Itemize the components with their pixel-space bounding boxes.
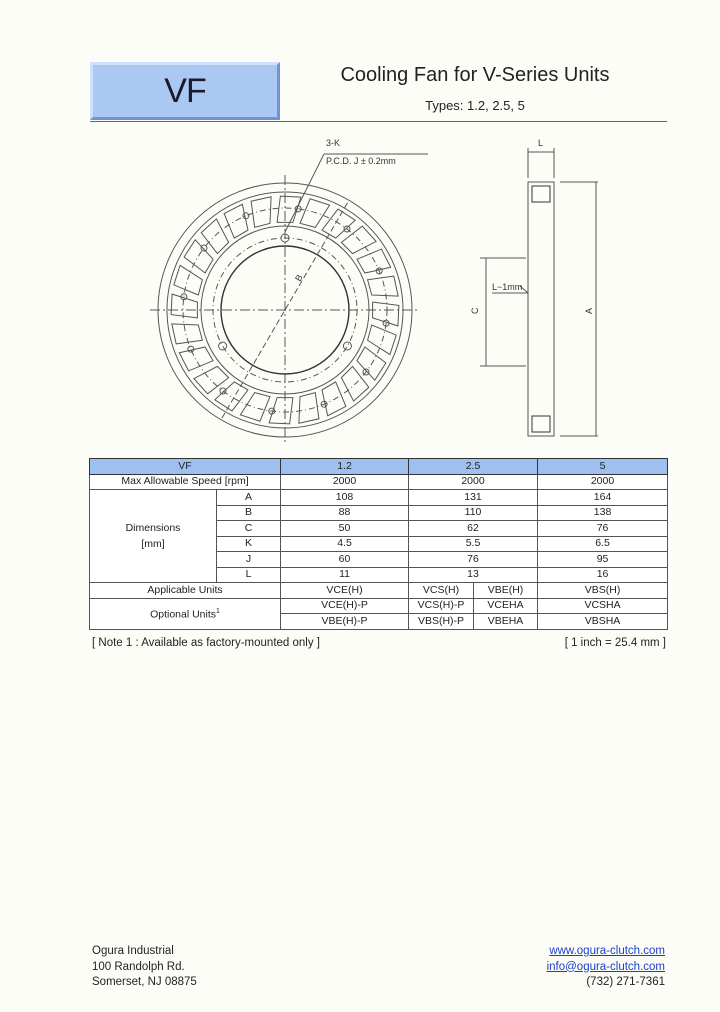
table-cell: 108 bbox=[281, 490, 409, 506]
table-row bbox=[90, 583, 668, 599]
page-title: Cooling Fan for V-Series Units bbox=[340, 64, 610, 86]
note-inch-conversion: [ 1 inch = 25.4 mm ] bbox=[564, 637, 666, 649]
fan-blade bbox=[194, 366, 229, 393]
notes-row bbox=[92, 637, 666, 653]
optional-label: Optional Units$^1$ bbox=[90, 598, 281, 629]
fan-blade bbox=[240, 393, 270, 422]
fan-blade bbox=[224, 204, 248, 238]
table-cell: 138 bbox=[538, 505, 668, 521]
dimension-key: B bbox=[217, 505, 281, 521]
dimension-key: L bbox=[217, 567, 281, 583]
fan-blade bbox=[179, 347, 213, 371]
table-cell: VCS(H) bbox=[409, 583, 474, 599]
table-cell: 62 bbox=[409, 521, 538, 537]
fan-blade bbox=[172, 324, 203, 344]
table-cell: 11 bbox=[281, 567, 409, 583]
table-cell: VCSHA bbox=[538, 598, 668, 614]
fan-blade bbox=[251, 197, 271, 228]
website-link[interactable]: www.ogura-clutch.com bbox=[549, 945, 665, 957]
fan-blade bbox=[215, 382, 248, 411]
table-row bbox=[90, 598, 668, 614]
mounting-hole bbox=[219, 342, 227, 350]
header-cell: 1.2 bbox=[281, 459, 409, 475]
table-cell: VBS(H) bbox=[538, 583, 668, 599]
callout-pcd: P.C.D. J ± 0.2mm bbox=[326, 156, 396, 166]
header-cell: 5 bbox=[538, 459, 668, 475]
table-cell: 110 bbox=[409, 505, 538, 521]
table-cell: 2000 bbox=[538, 474, 668, 490]
table-cell: 88 bbox=[281, 505, 409, 521]
table-cell: 4.5 bbox=[281, 536, 409, 552]
table-cell: 2000 bbox=[409, 474, 538, 490]
table-cell: VCEHA bbox=[474, 598, 538, 614]
label-l-offset: L−1mm bbox=[492, 282, 523, 292]
company-address bbox=[92, 944, 197, 991]
types-subtitle: Types: 1.2, 2.5, 5 bbox=[425, 98, 525, 113]
callout-k: 3-K bbox=[326, 138, 341, 148]
applicable-label: Applicable Units bbox=[90, 583, 281, 599]
fan-blade bbox=[269, 398, 293, 424]
rivet-hole bbox=[243, 213, 249, 219]
dimension-key: K bbox=[217, 536, 281, 552]
table-row bbox=[90, 474, 668, 490]
company-name: Ogura Industrial bbox=[92, 945, 174, 957]
table-cell: 131 bbox=[409, 490, 538, 506]
fan-blade bbox=[357, 249, 391, 273]
fan-blade bbox=[300, 199, 330, 228]
spec-table bbox=[89, 458, 668, 630]
city-address: Somerset, NJ 08875 bbox=[92, 976, 197, 988]
technical-drawing bbox=[150, 130, 610, 450]
table-cell: 13 bbox=[409, 567, 538, 583]
table-cell: 164 bbox=[538, 490, 668, 506]
label-c: C bbox=[470, 307, 480, 314]
table-cell: VBEHA bbox=[474, 614, 538, 630]
fan-blade bbox=[174, 265, 203, 295]
phone-number: (732) 271-7361 bbox=[586, 976, 665, 988]
fan-blade bbox=[171, 294, 197, 318]
product-badge: VF bbox=[90, 62, 280, 120]
table-row bbox=[90, 490, 668, 506]
table-cell: 95 bbox=[538, 552, 668, 568]
table-cell: 5.5 bbox=[409, 536, 538, 552]
email-link[interactable]: info@ogura-clutch.com bbox=[546, 960, 665, 973]
mounting-hole bbox=[343, 342, 351, 350]
table-cell: VCE(H) bbox=[281, 583, 409, 599]
table-cell: 76 bbox=[538, 521, 668, 537]
table-cell: 16 bbox=[538, 567, 668, 583]
table-cell: 50 bbox=[281, 521, 409, 537]
fan-blade bbox=[322, 382, 346, 416]
fan-side-view bbox=[480, 148, 598, 436]
label-b: B bbox=[293, 272, 305, 283]
table-cell: VCS(H)-P bbox=[409, 598, 474, 614]
header-rule bbox=[90, 121, 667, 122]
fan-blade bbox=[368, 276, 399, 296]
table-cell: VCE(H)-P bbox=[281, 598, 409, 614]
table-cell: 2000 bbox=[281, 474, 409, 490]
note-factory-mounted: [ Note 1 : Available as factory-mounted only ] bbox=[92, 637, 320, 649]
header-cell: VF bbox=[90, 459, 281, 475]
fan-blade bbox=[184, 240, 213, 273]
fan-front-view bbox=[150, 154, 428, 445]
fan-blade bbox=[368, 325, 397, 355]
table-cell: VBSHA bbox=[538, 614, 668, 630]
dimension-key: J bbox=[217, 552, 281, 568]
label-l: L bbox=[538, 138, 544, 148]
dimensions-label: Dimensions [mm] bbox=[90, 490, 217, 583]
dimension-key: A bbox=[217, 490, 281, 506]
street-address: 100 Randolph Rd. bbox=[92, 960, 185, 973]
fan-blade bbox=[373, 302, 399, 326]
fan-blade bbox=[299, 393, 319, 424]
company-contact bbox=[547, 944, 665, 991]
table-header-row bbox=[90, 459, 668, 475]
dimension-key: C bbox=[217, 521, 281, 537]
table-cell: 76 bbox=[409, 552, 538, 568]
fan-blade bbox=[201, 219, 228, 254]
table-cell: VBE(H)-P bbox=[281, 614, 409, 630]
header-cell: 2.5 bbox=[409, 459, 538, 475]
fan-blade bbox=[277, 196, 301, 222]
table-cell: VBS(H)-P bbox=[409, 614, 474, 630]
table-cell: 6.5 bbox=[538, 536, 668, 552]
table-cell: 60 bbox=[281, 552, 409, 568]
label-a: A bbox=[584, 307, 594, 314]
rivet-hole bbox=[188, 346, 194, 352]
table-cell: VBE(H) bbox=[474, 583, 538, 599]
speed-label: Max Allowable Speed [rpm] bbox=[90, 474, 281, 490]
